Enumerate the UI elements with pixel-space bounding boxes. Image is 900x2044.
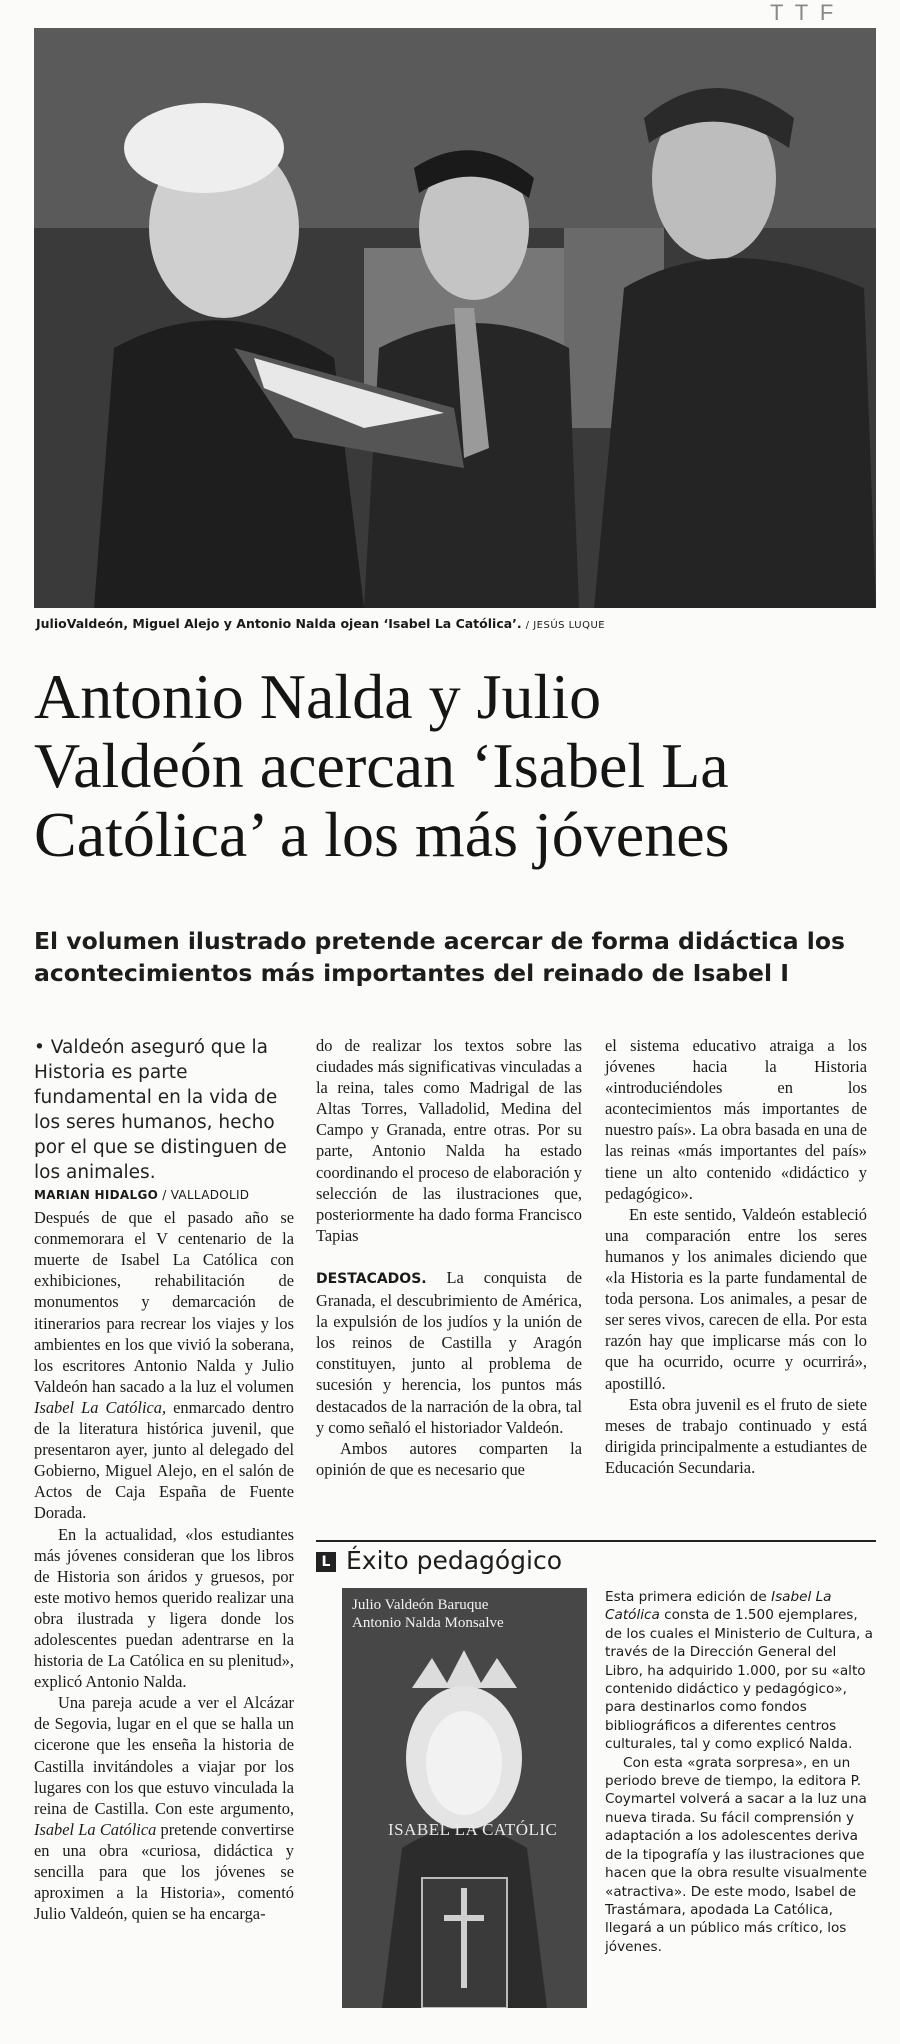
article-column-2 xyxy=(316,1035,582,1480)
cover-authors xyxy=(352,1596,504,1632)
paragraph: Esta obra juvenil es el fruto de siete meses de trabajo continuado y está dirigida principalmente a estudiantes de Educación Secundaria. xyxy=(605,1394,867,1477)
cover-title: ISABEL LA CATÓLIC xyxy=(388,1820,558,1839)
book-cover xyxy=(342,1588,587,2008)
caption-text: JulioValdeón, Miguel Alejo y Antonio Nalda ojean ‘Isabel La Católica’. xyxy=(36,616,522,631)
cover-author-1: Julio Valdeón Baruque xyxy=(352,1597,489,1613)
paragraph xyxy=(34,1692,294,1924)
sidebar-box-text xyxy=(605,1588,873,1956)
sidebar-box-header xyxy=(316,1540,876,1576)
text-run: Después de que el pasado año se conmemorara el V centenario de la muerte de Isabel La Católica con exhibiciones, rehabilitación de monumentos y demarcación de itinerarios para recrear los viajes y los ambientes en los que vivió la soberana, los escritores Antonio Nalda y Julio Valdeón han sacado a la luz el volumen xyxy=(34,1208,294,1396)
section-mark-icon: L xyxy=(316,1552,336,1572)
article-column-1 xyxy=(34,1035,294,1924)
headline-line-1: Antonio Nalda y Julio xyxy=(34,661,602,732)
byline-place: / VALLADOLID xyxy=(162,1188,250,1202)
corner-mark: T T F xyxy=(770,0,837,25)
subhead-line-2: acontecimientos más importantes del reinado de Isabel I xyxy=(34,959,789,987)
sidebar-box-title: Éxito pedagógico xyxy=(346,1546,563,1575)
headline xyxy=(34,662,884,869)
photo-caption xyxy=(36,616,876,631)
subhead-line-1: El volumen ilustrado pretende acercar de forma didáctica los xyxy=(34,927,845,955)
paragraph xyxy=(34,1207,294,1523)
text-run: Esta primera edición de xyxy=(605,1589,772,1605)
byline xyxy=(34,1185,294,1206)
paragraph: Ambos autores comparten la opinión de que es necesario que xyxy=(316,1438,582,1479)
paragraph xyxy=(605,1588,873,1754)
news-photo xyxy=(34,28,876,608)
text-run: pretende convertirse en una obra «curiosa, didáctica y sencilla para que los jóvenes se aproximen a la Historia», comentó Julio Valdeón, quien se ha encarga- xyxy=(34,1819,294,1924)
subheadline xyxy=(34,925,884,989)
pull-quote: • Valdeón aseguró que la Historia es parte fundamental en la vida de los seres humanos, hecho por el que se distinguen de los animales. xyxy=(34,1037,287,1183)
paragraph: En este sentido, Valdeón estableció una comparación entre los seres humanos y los animales diciendo que «la Historia es la parte fundamental de toda persona. Los animales, a pesar de ser seres vivos, carecen de ella. Por esta razón hay que implicarse más con lo que ha ocurrido, ocurre y ocurrirá», apostilló. xyxy=(605,1204,867,1393)
text-run: consta de 1.500 ejemplares, de los cuales el Ministerio de Cultura, a través de la Dirección General del Libro, ha adquirido 1.000, por su «alto contenido didáctico y pedagógico», para destinarlos como fondos bibliográficos a diferentes centros culturales, tal y como explicó Nalda. xyxy=(605,1607,873,1753)
paragraph: En la actualidad, «los estudiantes más jóvenes consideran que los libros de Historia son áridos y gruesos, por este motivo hemos querido realizar una obra ilustrada y ligera donde los adolescentes puedan adentrarse en la historia de La Católica en su plenitud», explicó Antonio Nalda. xyxy=(34,1524,294,1692)
headline-line-3: Católica’ a los más jóvenes xyxy=(34,799,730,870)
text-run: La conquista de Granada, el descubrimiento de América, la expulsión de los judíos y la unión de los reinos de Castilla y Aragón constituyen, junto al problema de sucesión y herencia, los puntos más destacados de la narración de la obra, tal y como señaló el historiador Valdeón. xyxy=(316,1267,582,1437)
headline-line-2: Valdeón acercan ‘Isabel La xyxy=(34,730,729,801)
book-title: Isabel La Católica xyxy=(34,1819,157,1839)
book-title: Isabel La Católica xyxy=(605,1589,832,1624)
paragraph xyxy=(316,1267,582,1438)
cover-author-2: Antonio Nalda Monsalve xyxy=(352,1615,504,1631)
paragraph: el sistema educativo atraiga a los jóvenes hacia la Historia «introduciéndoles en los acontecimientos más importantes de nuestro país». La obra basada en una de las reinas «más importantes del país» tiene un alto contenido «didáctico y pedagógico». xyxy=(605,1036,867,1203)
text-run: enmarcado dentro de la literatura histórica juvenil, que presentaron ayer, junto al delegado del Gobierno, Miguel Alejo, en el salón de Actos de Caja España de Fuente Dorada. xyxy=(34,1397,294,1523)
byline-author: MARIAN HIDALGO xyxy=(34,1188,159,1202)
section-keyword: DESTACADOS. xyxy=(316,1270,427,1287)
paragraph: Con esta «grata sorpresa», en un periodo breve de tiempo, la editora P. Coymartel volverá a sacar a la luz una nueva tirada. Su fácil comprensión y adaptación a los adolescentes deriva de la tipografía y las ilustraciones que hacen que la obra resulte visualmente «atractiva». De este modo, Isabel de Trastámara, apodada La Católica, llegará a un público más crítico, los jóvenes. xyxy=(605,1754,867,1955)
photo-illustration xyxy=(34,28,876,608)
book-cover-illustration xyxy=(342,1588,587,2008)
article-column-3 xyxy=(605,1035,867,1478)
paragraph: do de realizar los textos sobre las ciudades más significativas vinculadas a la reina, tales como Madrigal de las Altas Torres, Valladolid, Medina del Campo y Granada, entre otras. Por su parte, Antonio Nalda ha estado coordinando el proceso de elaboración y selección de las ilustraciones que, posteriormente ha dado forma Francisco Tapias xyxy=(316,1036,582,1245)
photo-credit: / JESÚS LUQUE xyxy=(525,620,606,631)
text-run: Una pareja acude a ver el Alcázar de Segovia, lugar en el que se halla un cicerone que les enseña la historia de Castilla invitándoles a viajar por los lugares con los que estuvo vinculada la reina de Castilla. Con este argumento, xyxy=(34,1693,294,1818)
book-title: Isabel La Católica, xyxy=(34,1397,167,1417)
